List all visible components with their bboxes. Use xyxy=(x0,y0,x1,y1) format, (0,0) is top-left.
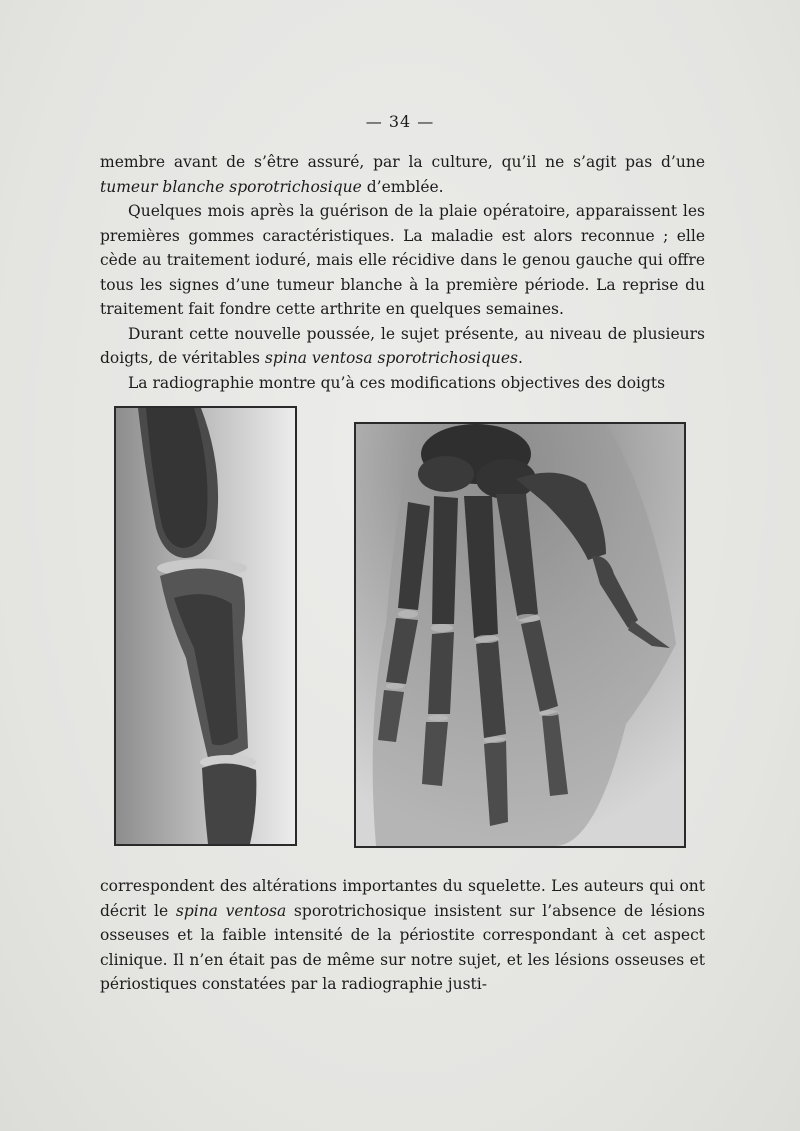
text-run: membre avant de s’être assuré, par la culture, qu’il ne s’agit pas d’une xyxy=(100,153,705,171)
text-run: Quelques mois après la guérison de la plaie opératoire, apparaissent les premières gommes caractéristiques. La maladie est alors reconnue ; elle cède au traitement ioduré, mais elle récidive dans le genou gauche qui offre tous les signes d’une tumeur blanche à la première période. La reprise du traitement fait fondre cette arthrite en quelques semaines. xyxy=(100,202,705,318)
paragraph xyxy=(100,150,705,199)
text-run: d’emblée. xyxy=(361,177,444,196)
italic-text-run: spina ventosa xyxy=(175,901,287,920)
hand-radiograph-image xyxy=(356,424,684,846)
paragraph xyxy=(100,874,705,997)
top-text-block xyxy=(100,150,705,395)
paragraph xyxy=(100,199,705,322)
paragraph xyxy=(100,371,705,396)
page-number: — 34 — xyxy=(365,112,435,131)
text-run: correspondent des altérations importantes du squelette. Les auteurs qui ont décrit le xyxy=(100,877,705,920)
finger-radiograph-figure xyxy=(114,406,297,846)
italic-text-run: spina ventosa sporotrichosiques xyxy=(264,349,518,367)
text-run: sporotrichosique insistent sur l’absence de lésions osseuses et la faible intensité de la périostite correspondant à cet aspect clinique. Il n’en était pas de même sur notre sujet, et les lésions osseuses et périostiques constatées par la radiographie justi- xyxy=(100,901,706,993)
hand-radiograph-figure xyxy=(354,422,686,848)
paragraph xyxy=(100,322,705,371)
text-run: . xyxy=(517,349,523,367)
bottom-text-block xyxy=(100,874,705,997)
text-run: Durant cette nouvelle poussée, le sujet présente, au niveau de plusieurs doigts, de véritables xyxy=(100,324,705,367)
italic-text-run: tumeur blanche sporotrichosique xyxy=(100,177,362,196)
text-run: La radiographie montre qu’à ces modifications objectives des doigts xyxy=(128,373,666,392)
finger-radiograph-image xyxy=(116,408,295,844)
